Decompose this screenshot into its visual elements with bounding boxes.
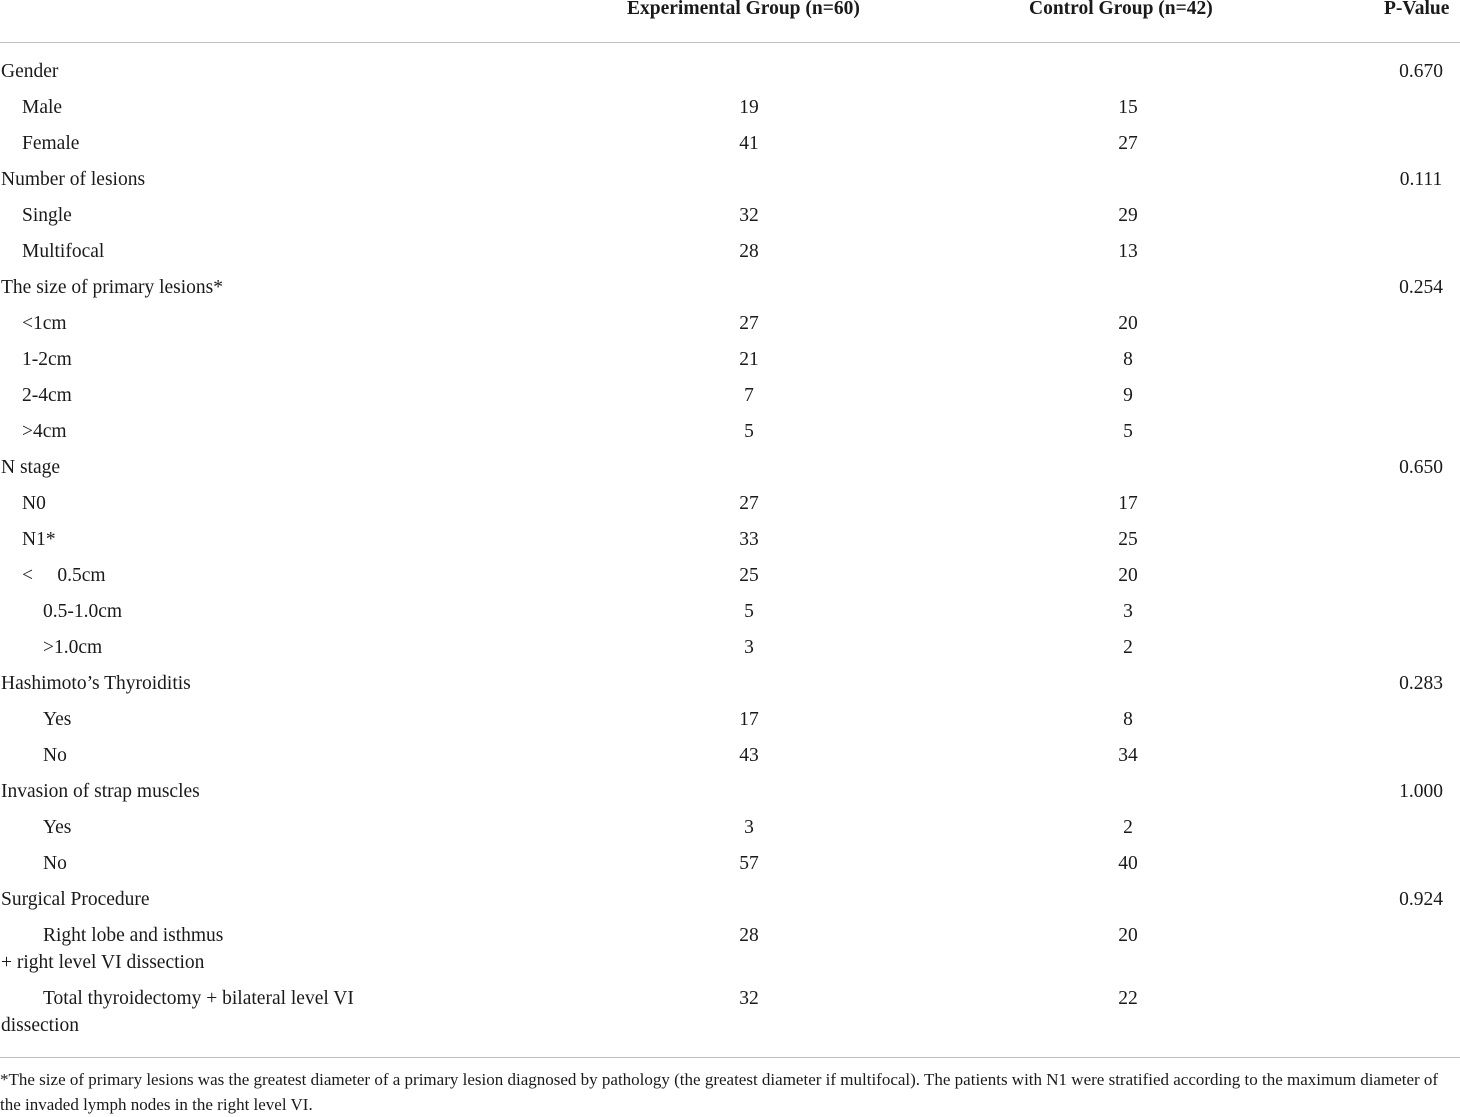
cell-p-value: 0.924 xyxy=(1399,889,1443,910)
cell-control: 22 xyxy=(1118,988,1138,1009)
cell-p-value: 0.650 xyxy=(1399,457,1443,478)
label-line-2: + right level VI dissection xyxy=(1,951,205,973)
header-p-value: P-Value xyxy=(1384,0,1450,19)
table-row xyxy=(0,522,1460,558)
cell-experimental: 3 xyxy=(744,817,754,838)
cell-control: 2 xyxy=(1123,817,1133,838)
table-row xyxy=(0,306,1460,342)
row-category-label: Invasion of strap muscles xyxy=(1,781,200,802)
cell-control: 8 xyxy=(1123,709,1133,730)
row-subcategory-label: Multifocal xyxy=(22,241,105,262)
cell-control: 5 xyxy=(1123,421,1133,442)
row-subcategory-label xyxy=(1,923,441,976)
cell-control: 2 xyxy=(1123,637,1133,658)
row-category-label: N stage xyxy=(1,457,61,478)
table-row xyxy=(0,486,1460,522)
cell-control: 34 xyxy=(1118,745,1138,766)
row-subcategory-label: Yes xyxy=(43,817,72,838)
cell-control: 29 xyxy=(1118,205,1138,226)
table-row xyxy=(0,450,1460,486)
cell-experimental: 33 xyxy=(739,529,759,550)
cell-experimental: 32 xyxy=(739,205,759,226)
cell-experimental: 41 xyxy=(739,133,759,154)
row-subcategory-label: N1* xyxy=(22,529,56,550)
row-subcategory-label: N0 xyxy=(22,493,46,514)
cell-control: 20 xyxy=(1118,313,1138,334)
row-subcategory-label: Female xyxy=(22,133,80,154)
cell-control: 27 xyxy=(1118,133,1138,154)
cell-experimental: 5 xyxy=(744,421,754,442)
table-row xyxy=(0,918,1460,981)
cell-experimental: 21 xyxy=(739,349,759,370)
cell-p-value: 0.111 xyxy=(1399,169,1443,190)
table-row xyxy=(0,702,1460,738)
cell-experimental: 17 xyxy=(739,709,759,730)
row-subcategory-label: 2-4cm xyxy=(22,385,72,406)
table-row xyxy=(0,342,1460,378)
cell-experimental: 25 xyxy=(739,565,759,586)
row-subcategory-label: >1.0cm xyxy=(43,637,103,658)
row-subcategory-label: < 0.5cm xyxy=(22,565,106,586)
cell-control: 20 xyxy=(1118,925,1138,946)
cell-p-value: 1.000 xyxy=(1399,781,1443,802)
table-header xyxy=(0,0,1460,43)
row-subcategory-label: 1-2cm xyxy=(22,349,72,370)
header-experimental-group: Experimental Group (n=60) xyxy=(627,0,860,19)
table-body xyxy=(0,54,1460,1044)
row-subcategory-label: <1cm xyxy=(22,313,67,334)
row-category-label: Surgical Procedure xyxy=(1,889,150,910)
row-subcategory-label: 0.5-1.0cm xyxy=(43,601,123,622)
header-control-group: Control Group (n=42) xyxy=(1029,0,1213,19)
cell-experimental: 57 xyxy=(739,853,759,874)
table-row xyxy=(0,846,1460,882)
table-row xyxy=(0,981,1460,1044)
table-row xyxy=(0,666,1460,702)
row-category-label: The size of primary lesions* xyxy=(1,277,224,298)
cell-experimental: 43 xyxy=(739,745,759,766)
row-category-label: Number of lesions xyxy=(1,169,146,190)
row-subcategory-label: Single xyxy=(22,205,72,226)
cell-experimental: 19 xyxy=(739,97,759,118)
cell-experimental: 3 xyxy=(744,637,754,658)
row-subcategory-label: Yes xyxy=(43,709,72,730)
cell-experimental: 7 xyxy=(744,385,754,406)
row-subcategory-label: Male xyxy=(22,97,63,118)
label-line-2: dissection xyxy=(1,1014,79,1036)
cell-experimental: 27 xyxy=(739,493,759,514)
cell-control: 3 xyxy=(1123,601,1133,622)
table-row xyxy=(0,414,1460,450)
cell-control: 25 xyxy=(1118,529,1138,550)
cell-experimental: 27 xyxy=(739,313,759,334)
cell-control: 17 xyxy=(1118,493,1138,514)
table-row xyxy=(0,270,1460,306)
label-line-1: Right lobe and isthmus xyxy=(43,925,224,946)
table-row xyxy=(0,774,1460,810)
cell-control: 13 xyxy=(1118,241,1138,262)
row-category-label: Gender xyxy=(1,61,59,82)
cell-control: 8 xyxy=(1123,349,1133,370)
table-row xyxy=(0,162,1460,198)
cell-control: 9 xyxy=(1123,385,1133,406)
label-line-1: Total thyroidectomy + bilateral level VI xyxy=(43,988,354,1009)
table-row xyxy=(0,90,1460,126)
table-row xyxy=(0,234,1460,270)
row-category-label: Hashimoto’s Thyroiditis xyxy=(1,673,191,694)
row-subcategory-label xyxy=(1,986,441,1039)
cell-experimental: 28 xyxy=(739,241,759,262)
table-row xyxy=(0,594,1460,630)
row-subcategory-label: >4cm xyxy=(22,421,67,442)
table-row xyxy=(0,54,1460,90)
row-subcategory-label: No xyxy=(43,745,67,766)
cell-control: 15 xyxy=(1118,97,1138,118)
cell-p-value: 0.670 xyxy=(1399,61,1443,82)
cell-p-value: 0.283 xyxy=(1399,673,1443,694)
cell-control: 40 xyxy=(1118,853,1138,874)
table-row xyxy=(0,810,1460,846)
cell-p-value: 0.254 xyxy=(1399,277,1443,298)
table-row xyxy=(0,630,1460,666)
table-row xyxy=(0,738,1460,774)
cell-experimental: 5 xyxy=(744,601,754,622)
row-subcategory-label: No xyxy=(43,853,67,874)
cell-experimental: 28 xyxy=(739,925,759,946)
table-row xyxy=(0,198,1460,234)
table-row xyxy=(0,126,1460,162)
cell-control: 20 xyxy=(1118,565,1138,586)
table-row xyxy=(0,378,1460,414)
table-footnote: *The size of primary lesions was the greatest diameter of a primary lesion diagnosed by pathology (the greatest diameter if multifocal). The patients with N1 were stratified according to the maximum diameter of the invaded lymph nodes in the right level VI. xyxy=(0,1057,1460,1117)
cell-experimental: 32 xyxy=(739,988,759,1009)
table-row xyxy=(0,882,1460,918)
table-row xyxy=(0,558,1460,594)
